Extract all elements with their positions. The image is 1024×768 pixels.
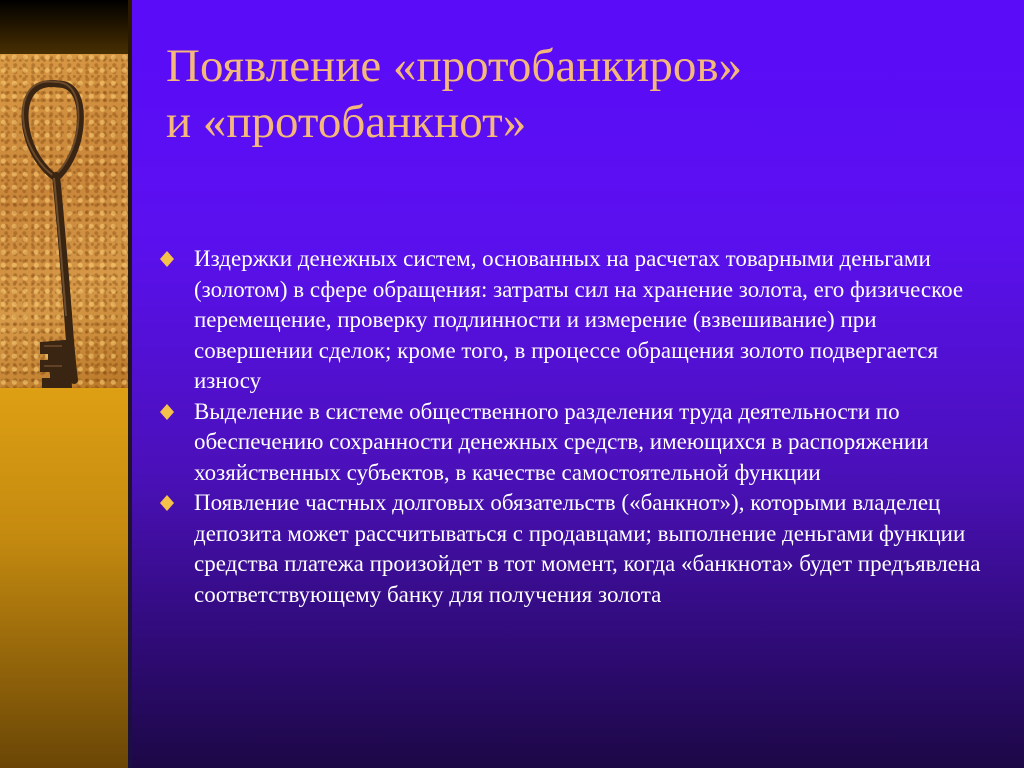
key-photo [0,54,128,388]
diamond-bullet-icon [160,404,174,420]
diamond-bullet-icon [160,495,174,511]
bullet-item-2 [160,397,996,489]
bullet-item-1 [160,244,996,397]
bullet-list [160,244,996,610]
slide-title-line-2: и «протобанкнот» [166,96,527,149]
old-key-icon [0,54,128,388]
bullet-text-1: Издержки денежных систем, основанных на расчетах товарными деньгами (золотом) в сфере обращения: затраты сил на хранение золота, его физическое перемещение, проверку подлинности и измерение (взвешивание) при совершении сделок; кроме того, в процессе обращения золото подвергается износу [194,246,964,393]
diamond-bullet-icon [160,251,174,267]
bullet-text-3: Появление частных долговых обязательств («банкнот»), которыми владелец депозита может рассчитываться с продавцами; выполнение деньгами функции средства платежа произойдет в тот момент, когда «банкнота» будет предъявлена соответствующему банку для получения золота [194,490,981,607]
slide-title [166,38,986,151]
side-seam [128,0,132,768]
bullet-text-2: Выделение в системе общественного разделения труда деятельности по обеспечению сохранности денежных средств, имеющихся в распоряжении хозяйственных субъектов, в качестве самостоятельной функции [194,398,929,485]
bullet-item-3 [160,488,996,610]
slide-title-line-1: Появление «протобанкиров» [166,40,743,92]
